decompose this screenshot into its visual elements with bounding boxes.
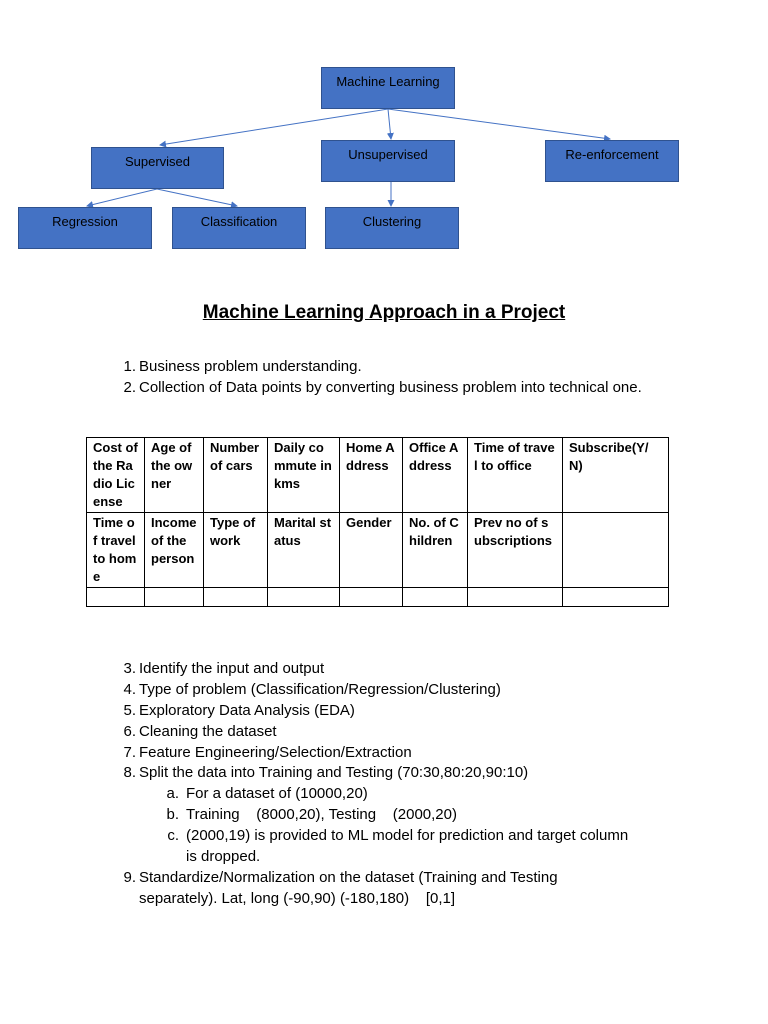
table-cell: Daily commute in kms [268, 438, 340, 513]
table-cell: No. of Children [403, 513, 468, 588]
list-item-number: 1. [123, 358, 136, 375]
sub-list-item-letter: c. [167, 827, 179, 844]
list-item-number: 8. [123, 764, 136, 781]
table-cell: Office Address [403, 438, 468, 513]
table-cell: Subscribe(Y/N) [563, 438, 669, 513]
node-supervised [91, 147, 224, 189]
table-cell [468, 588, 563, 607]
list-item-text: Split the data into Training and Testing (70:30,80:20,90:10) [139, 764, 529, 781]
list-item-number: 4. [123, 681, 136, 698]
table-row [87, 513, 669, 588]
table-cell: Number of cars [204, 438, 268, 513]
table-cell [403, 588, 468, 607]
table-cell: Gender [340, 513, 403, 588]
sub-list-item-text: Training (8000,20), Testing (2000,20) [186, 806, 457, 823]
list-item-number: 6. [123, 723, 136, 740]
table-cell [87, 588, 145, 607]
table-cell [340, 588, 403, 607]
sub-list-item-letter: b. [166, 806, 179, 823]
table-cell [563, 513, 669, 588]
table-cell: Home Address [340, 438, 403, 513]
list-item-text: Collection of Data points by converting business problem into technical one. [139, 379, 642, 396]
list-item-text: Identify the input and output [139, 660, 325, 677]
table-cell: Income of the person [145, 513, 204, 588]
table-cell [563, 588, 669, 607]
node-clustering [325, 207, 459, 249]
node-classification-label: Classification [200, 214, 278, 229]
table-cell: Time of travel to home [87, 513, 145, 588]
arrow-supervised-regression [87, 189, 157, 206]
ml-taxonomy-diagram [0, 0, 768, 260]
node-regression-label: Regression [52, 214, 118, 229]
arrow-root-reinforcement [388, 109, 610, 139]
node-clustering-label: Clustering [362, 214, 422, 229]
table-cell: Age of the owner [145, 438, 204, 513]
table-cell [268, 588, 340, 607]
node-regression [18, 207, 152, 249]
sub-list-item-text: (2000,19) is provided to ML model for prediction and target column is dropped. [186, 827, 629, 865]
table-row [87, 438, 669, 513]
page-title: Machine Learning Approach in a Project [202, 302, 566, 323]
node-unsupervised [321, 140, 455, 182]
list-item-text: Standardize/Normalization on the dataset (Training and Testing separately). Lat, long (-90,90) (-180,180) [0,1] [139, 869, 562, 907]
list-item-number: 3. [123, 660, 136, 677]
node-reinforcement [545, 140, 679, 182]
sub-list-item-text: For a dataset of (10000,20) [186, 785, 368, 802]
node-reinforcement-label: Re-enforcement [565, 147, 659, 162]
table-cell: Cost of the Radio License [87, 438, 145, 513]
list-item-text: Type of problem (Classification/Regression/Clustering) [139, 681, 501, 698]
feature-table [86, 437, 669, 607]
table-cell [204, 588, 268, 607]
table-cell [145, 588, 204, 607]
list-item-number: 2. [123, 379, 136, 396]
list-item-number: 9. [123, 869, 136, 886]
list-item-text: Business problem understanding. [139, 358, 362, 375]
list-item-number: 7. [123, 744, 136, 761]
arrow-supervised-classification [157, 189, 237, 206]
list-item-text: Feature Engineering/Selection/Extraction [139, 744, 412, 761]
list-item-text: Exploratory Data Analysis (EDA) [139, 702, 355, 719]
node-machine-learning [321, 67, 455, 109]
node-classification [172, 207, 306, 249]
table-cell: Marital status [268, 513, 340, 588]
table-cell: Time of travel to office [468, 438, 563, 513]
node-supervised-label: Supervised [124, 154, 191, 169]
table-cell: Prev no of subscriptions [468, 513, 563, 588]
table-row-empty [87, 588, 669, 607]
table-cell: Type of work [204, 513, 268, 588]
sub-list-item-letter: a. [166, 785, 179, 802]
arrow-root-unsupervised [388, 109, 391, 139]
node-unsupervised-label: Unsupervised [348, 147, 428, 162]
list-item-text: Cleaning the dataset [139, 723, 277, 740]
list-item-number: 5. [123, 702, 136, 719]
node-machine-learning-label: Machine Learning [336, 74, 440, 89]
